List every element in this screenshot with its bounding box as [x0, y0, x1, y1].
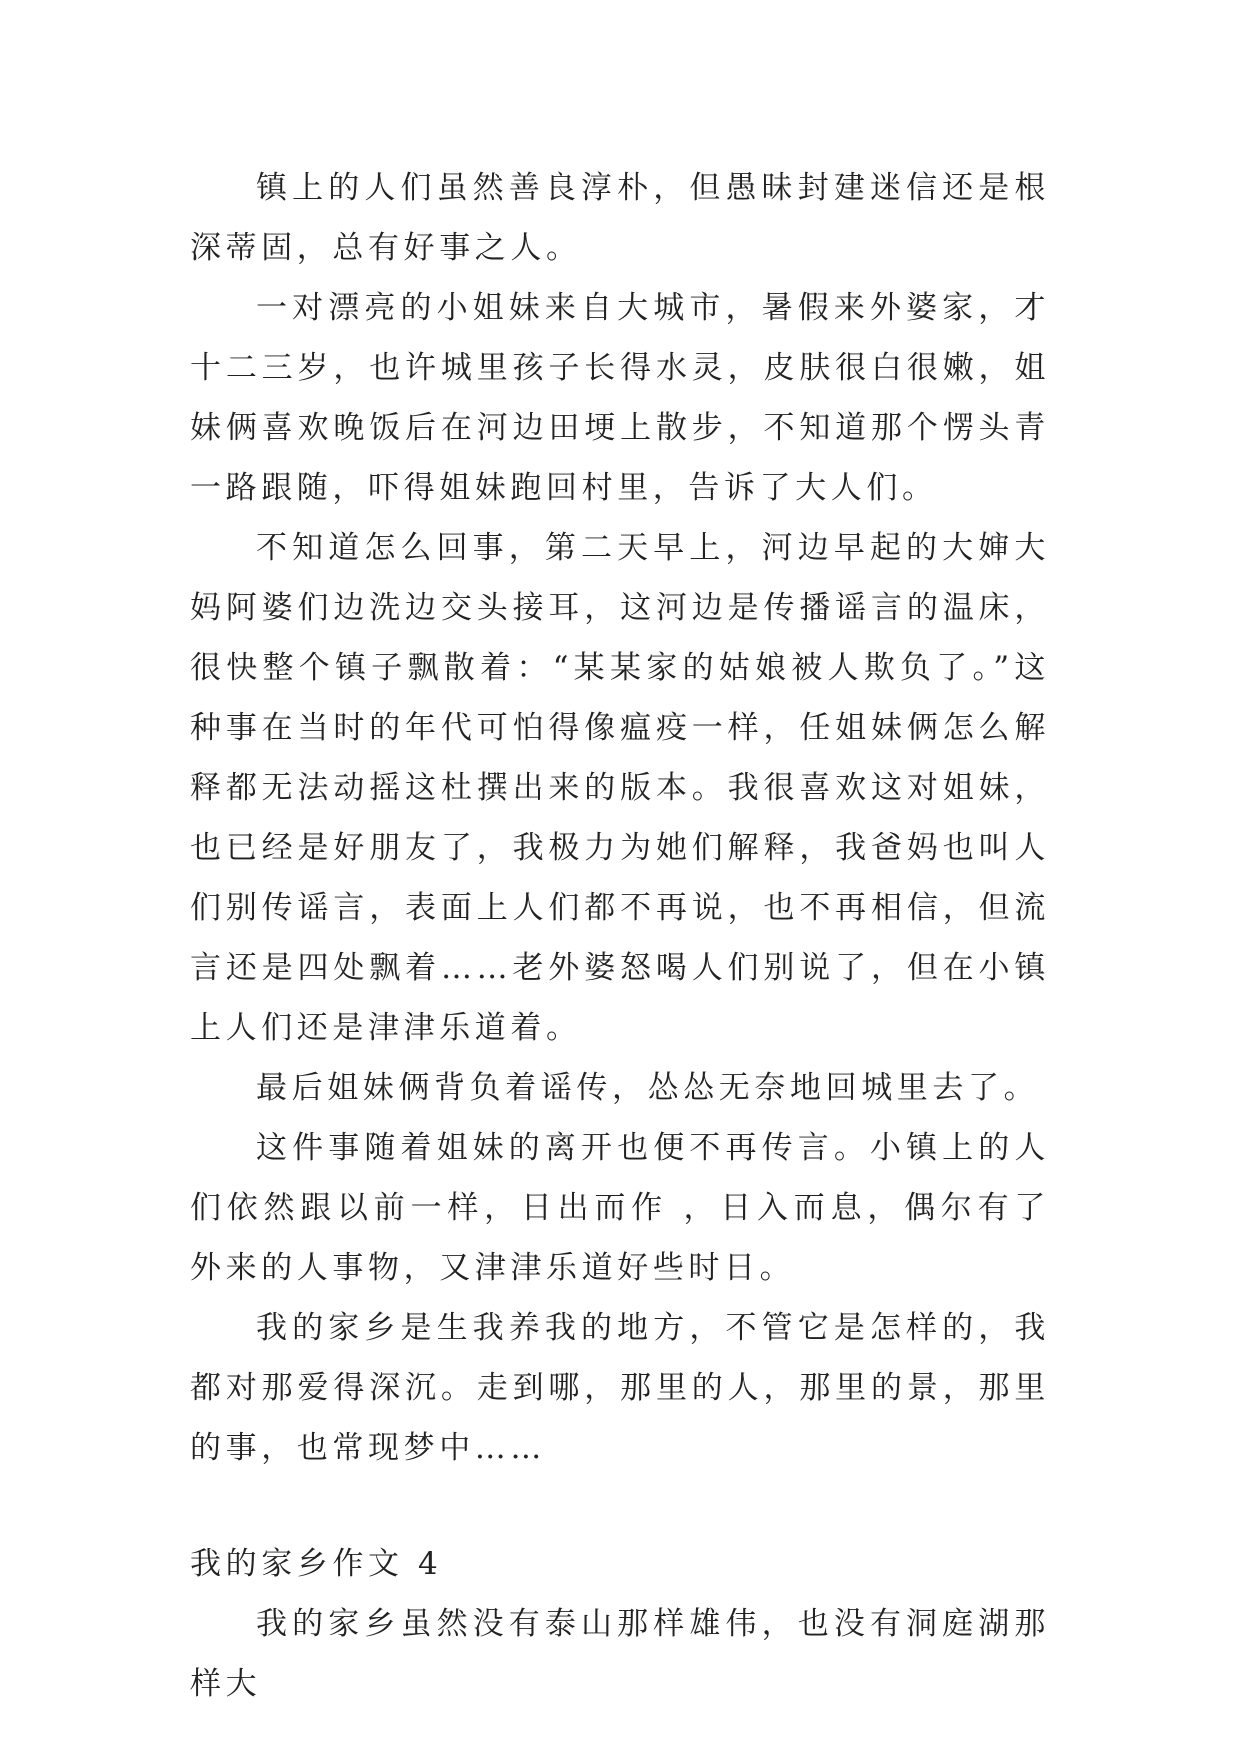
paragraph-2: 一对漂亮的小姐妹来自大城市，暑假来外婆家，才十二三岁，也许城里孩子长得水灵，皮肤很白很嫩，姐妹俩喜欢晚饭后在河边田埂上散步，不知道那个愣头青一路跟随，吓得姐妹跑回村里，告诉了大人们。 [190, 290, 1050, 506]
paragraph-1: 镇上的人们虽然善良淳朴，但愚昧封建迷信还是根深蒂固，总有好事之人。 [190, 170, 1050, 266]
paragraph-3: 不知道怎么回事，第二天早上，河边早起的大婶大妈阿婆们边洗边交头接耳，这河边是传播谣言的温床，很快整个镇子飘散着：“某某家的姑娘被人欺负了。”这种事在当时的年代可怕得像瘟疫一样，任姐妹俩怎么解释都无法动摇这杜撰出来的版本。我很喜欢这对姐妹，也已经是好朋友了，我极力为她们解释，我爸妈也叫人们别传谣言，表面上人们都不再说，也不再相信，但流言还是四处飘着……老外婆怒喝人们别说了，但在小镇上人们还是津津乐道着。 [190, 530, 1050, 1046]
paragraph-5: 这件事随着姐妹的离开也便不再传言。小镇上的人们依然跟以前一样，日出而作 ，日入而息，偶尔有了外来的人事物，又津津乐道好些时日。 [190, 1130, 1050, 1286]
document-body [190, 158, 1050, 1714]
section-heading: 我的家乡作文 4 [190, 1546, 443, 1582]
section-paragraph-1: 我的家乡虽然没有泰山那样雄伟，也没有洞庭湖那样大 [190, 1606, 1050, 1702]
paragraph-6: 我的家乡是生我养我的地方，不管它是怎样的，我都对那爱得深沉。走到哪，那里的人，那里的景，那里的事，也常现梦中…… [190, 1310, 1050, 1466]
paragraph-4: 最后姐妹俩背负着谣传，怂怂无奈地回城里去了。 [256, 1070, 1040, 1106]
